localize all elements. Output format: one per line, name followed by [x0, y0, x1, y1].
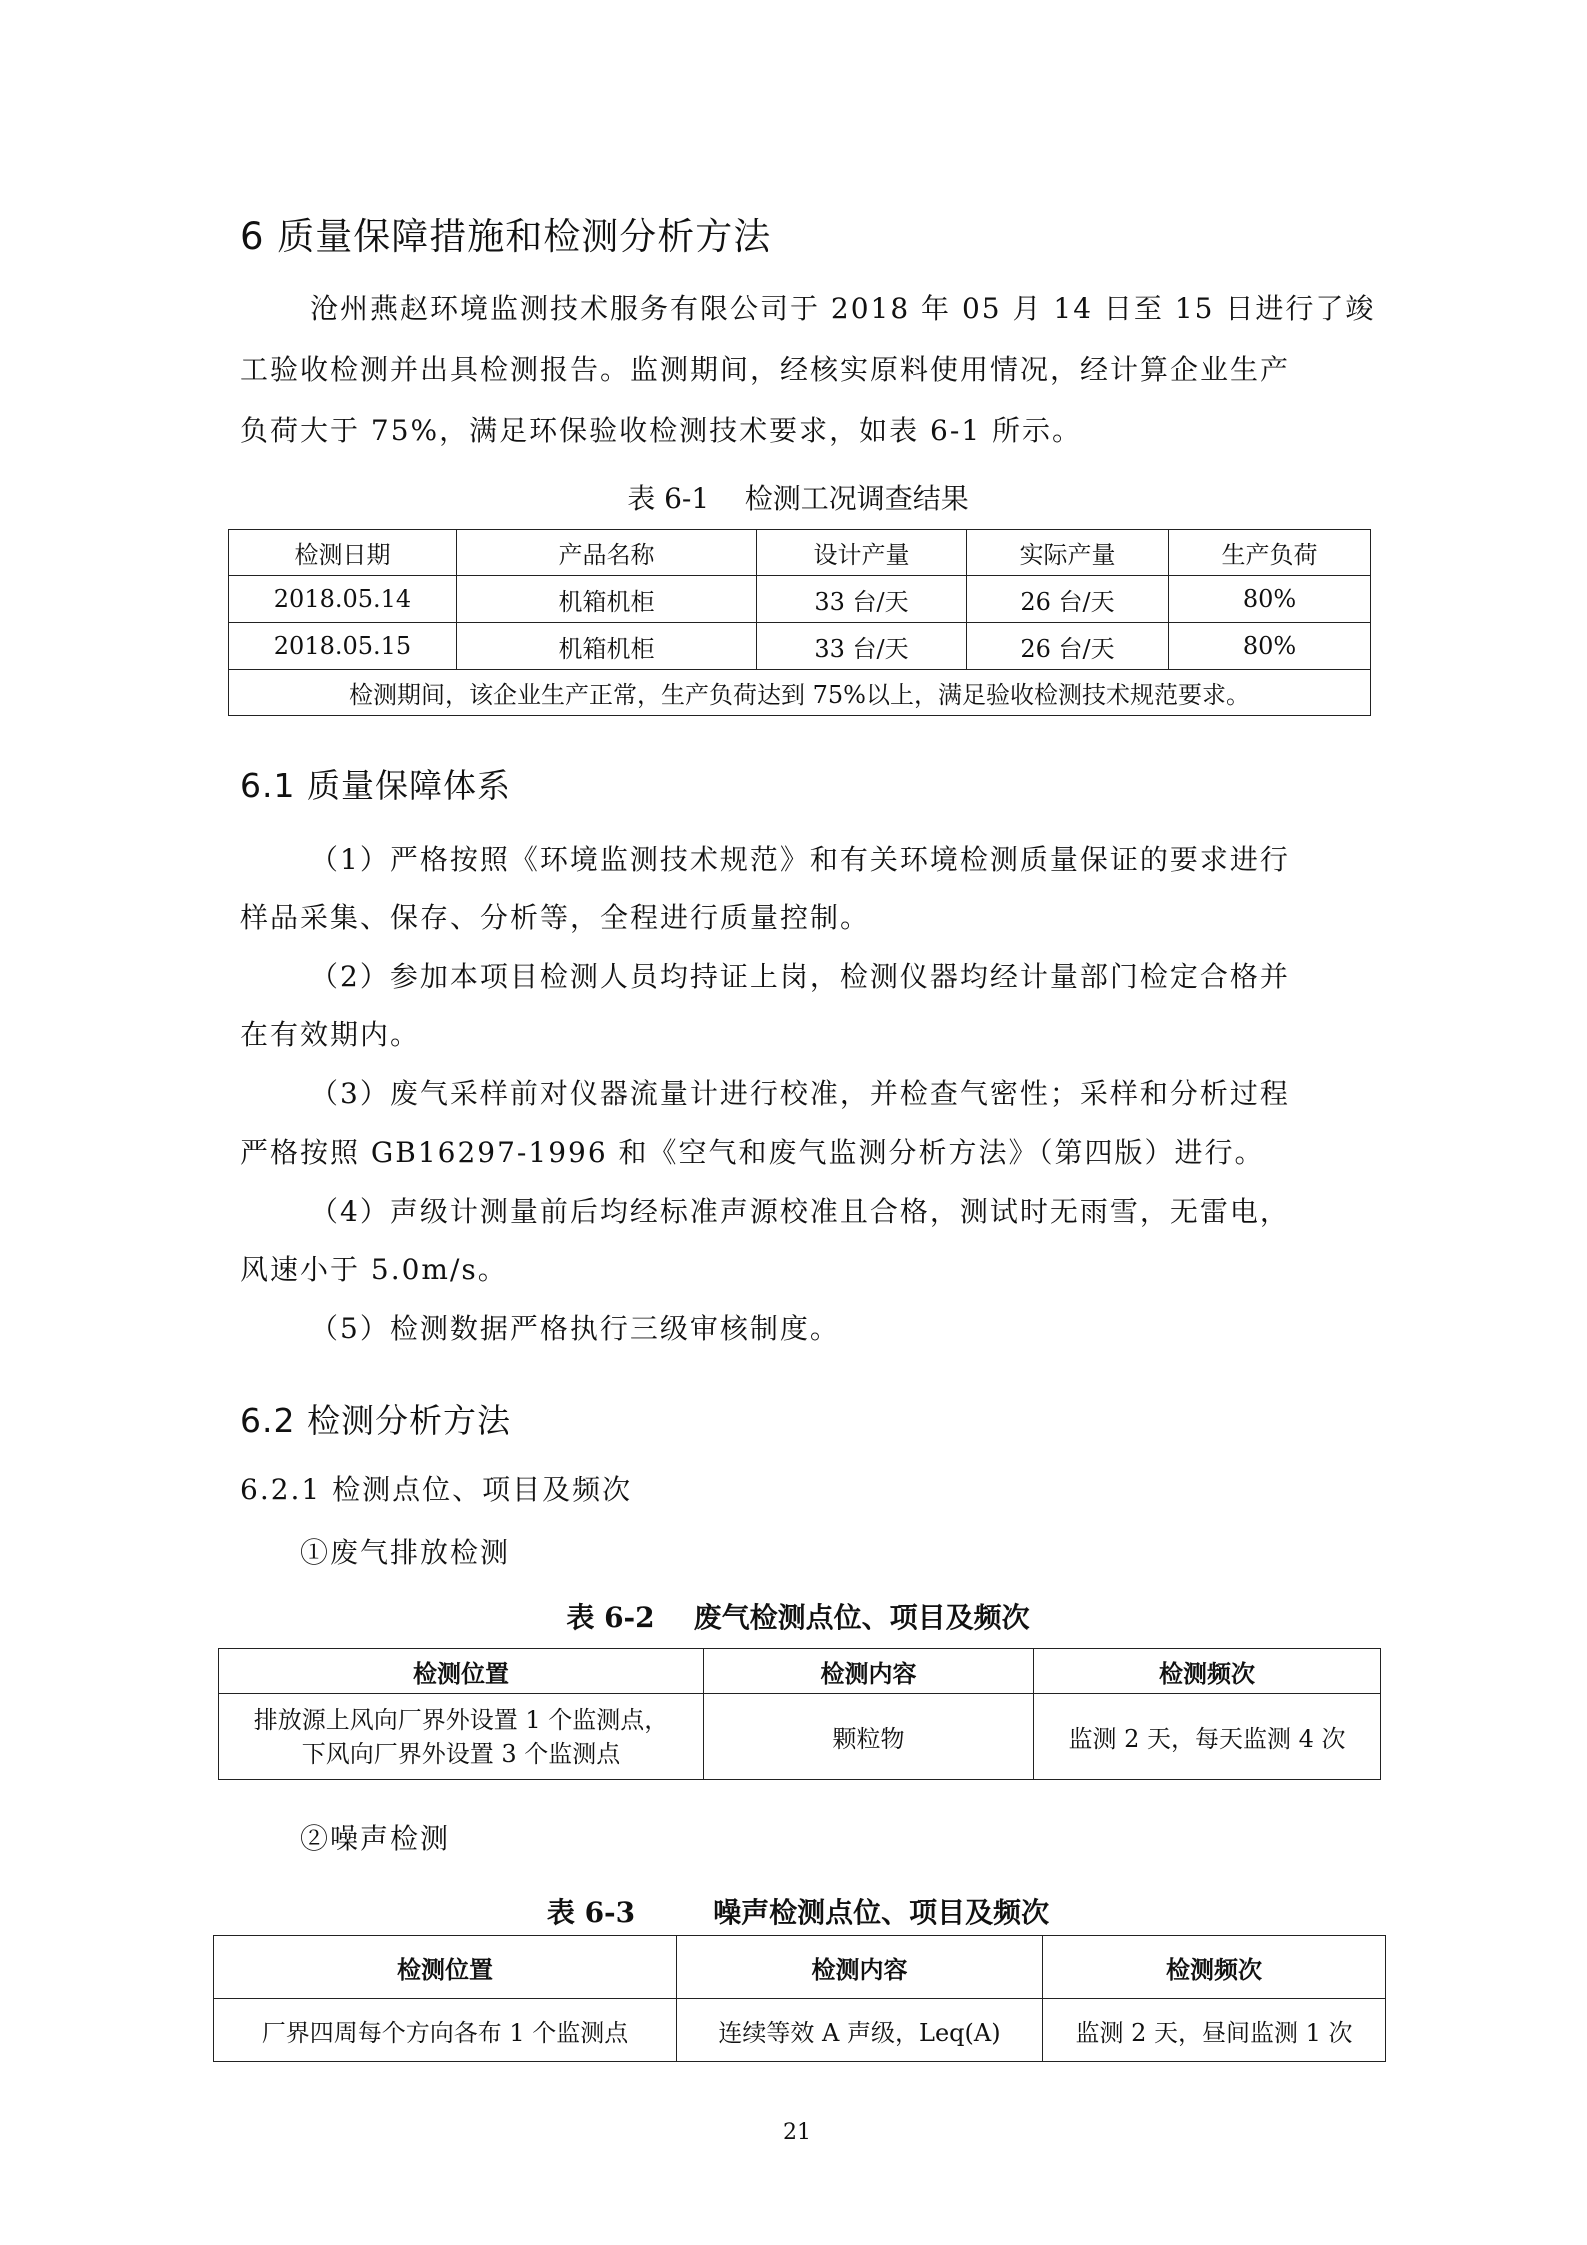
- table1-cell: 80%: [1169, 623, 1371, 670]
- table-row: [229, 576, 1371, 623]
- para-line: 风速小于 5.0m/s。: [240, 1253, 508, 1286]
- section-title: 6 质量保障措施和检测分析方法: [240, 215, 772, 258]
- table1-cell: 80%: [1169, 576, 1371, 623]
- para-line: （1）严格按照《环境监测技术规范》和有关环境检测质量保证的要求进行: [310, 843, 1290, 876]
- table1-cell: 机箱机柜: [457, 576, 757, 623]
- table2-location-line: 排放源上风向厂界外设置 1 个监测点，: [253, 1705, 669, 1734]
- subsection-6-2-1: 6.2.1 检测点位、项目及频次: [240, 1473, 633, 1506]
- table1-cell: 2018.05.15: [229, 623, 457, 670]
- section-6-1-title: 6.1 质量保障体系: [240, 766, 511, 805]
- para-line: 严格按照 GB16297-1996 和《空气和废气监测分析方法》（第四版）进行。: [240, 1136, 1265, 1169]
- table3-caption: 表 6-3 噪声检测点位、项目及频次: [546, 1896, 1050, 1929]
- table1-header: 生产负荷: [1169, 530, 1371, 576]
- table2-location-line: 下风向厂界外设置 3 个监测点: [301, 1739, 621, 1768]
- table1: [228, 529, 1371, 716]
- para-line: （4）声级计测量前后均经标准声源校准且合格，测试时无雨雪，无雷电，: [310, 1195, 1290, 1228]
- section-6-2-title: 6.2 检测分析方法: [240, 1401, 511, 1440]
- table3-cell: 厂界四周每个方向各布 1 个监测点: [214, 1999, 677, 2062]
- table1-cell: 机箱机柜: [457, 623, 757, 670]
- page-number: 21: [783, 2120, 811, 2145]
- table1-header: 设计产量: [757, 530, 967, 576]
- table3-cell: 监测 2 天，昼间监测 1 次: [1043, 1999, 1386, 2062]
- table2-caption: 表 6-2 废气检测点位、项目及频次: [566, 1601, 1030, 1634]
- para-line: 样品采集、保存、分析等，全程进行质量控制。: [240, 901, 871, 934]
- intro-line-1: 沧州燕赵环境监测技术服务有限公司于 2018 年 05 月 14 日至 15 日进行了竣: [310, 292, 1376, 325]
- table3-header: 检测位置: [214, 1936, 677, 1999]
- table3-header: 检测频次: [1043, 1936, 1386, 1999]
- table1-note: 检测期间，该企业生产正常，生产负荷达到 75%以上，满足验收检测技术规范要求。: [229, 670, 1371, 716]
- para-line: （5）检测数据严格执行三级审核制度。: [310, 1312, 840, 1345]
- table2-header: 检测频次: [1034, 1649, 1381, 1694]
- intro-line-2: 工验收检测并出具检测报告。监测期间，经核实原料使用情况，经计算企业生产: [240, 353, 1291, 386]
- table2-header: 检测内容: [704, 1649, 1034, 1694]
- table1-cell: 2018.05.14: [229, 576, 457, 623]
- table2: [218, 1648, 1381, 1780]
- table1-cell: 26 台/天: [967, 623, 1169, 670]
- table-row: [229, 623, 1371, 670]
- para-line: （3）废气采样前对仪器流量计进行校准，并检查气密性；采样和分析过程: [310, 1077, 1290, 1110]
- table1-cell: 33 台/天: [757, 623, 967, 670]
- table1-header: 实际产量: [967, 530, 1169, 576]
- table3: [213, 1935, 1386, 2062]
- table2-header: 检测位置: [219, 1649, 704, 1694]
- table3-header: 检测内容: [677, 1936, 1043, 1999]
- item-noise: ②噪声检测: [300, 1822, 451, 1855]
- table-row: [214, 1999, 1386, 2062]
- table3-cell: 连续等效 A 声级，Leq(A): [677, 1999, 1043, 2062]
- table-row: [219, 1694, 1381, 1780]
- table1-caption: 表 6-1 检测工况调查结果: [627, 482, 969, 515]
- table1-cell: 33 台/天: [757, 576, 967, 623]
- table2-frequency: 监测 2 天，每天监测 4 次: [1034, 1694, 1381, 1780]
- para-line: 在有效期内。: [240, 1018, 421, 1051]
- item-exhaust-gas: ①废气排放检测: [300, 1536, 511, 1569]
- table1-header: 检测日期: [229, 530, 457, 576]
- table2-content: 颗粒物: [704, 1694, 1034, 1780]
- intro-line-3: 负荷大于 75%，满足环保验收检测技术要求，如表 6-1 所示。: [240, 414, 1083, 447]
- para-line: （2）参加本项目检测人员均持证上岗，检测仪器均经计量部门检定合格并: [310, 960, 1290, 993]
- table1-cell: 26 台/天: [967, 576, 1169, 623]
- table1-header: 产品名称: [457, 530, 757, 576]
